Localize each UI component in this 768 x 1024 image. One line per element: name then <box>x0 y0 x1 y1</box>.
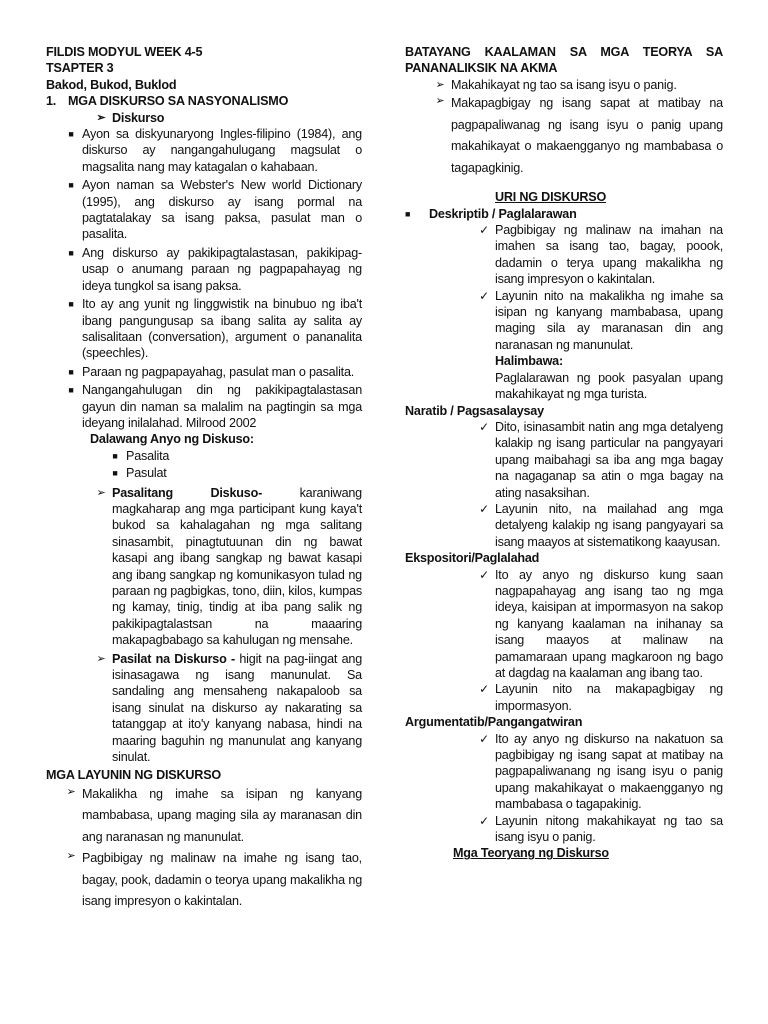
naratib-text: Dito, isinasambit natin ang mga detalyeng kalakip ng isang particular na pangyayari upang maibahagi sa iba ang mga bagay na nagaganap sa atin o mga bagay na ating nasaksihan. <box>495 419 723 500</box>
square-bullet-icon: ■ <box>68 247 74 258</box>
arrow-bullet-icon: ➢ <box>96 652 106 665</box>
deskriptib-text: Layunin nito na makalikha ng imahe sa isipan ng kanyang mambabasa, upang maging sila ay maranasan din ang naranasan ng manunulat. <box>495 288 723 352</box>
list-item <box>46 126 362 175</box>
argumentatib-heading: Argumentatib/Pangangatwiran <box>405 715 583 730</box>
anyo-text: Pasulat <box>126 466 167 481</box>
section-number: 1. <box>46 94 57 109</box>
list-item <box>46 296 362 362</box>
right-column <box>405 44 723 862</box>
naratib-heading: Naratib / Pagsasalaysay <box>405 403 544 418</box>
list-item <box>405 77 723 93</box>
chapter-subtitle: Bakod, Bukod, Buklod <box>46 77 177 92</box>
module-title: FILDIS MODYUL WEEK 4-5 <box>46 45 203 59</box>
list-item <box>405 501 723 550</box>
pasilat-text: higit na pag-iingat ang isinasagawa ng isang manunulat. Sa sandaling ang mensaheng nakapaloob sa isang sinulat na diskurso ay nakarating sa tatanggap at ito'y kanyang nabasa, hindi na maaring baguhin ng manunulat ang kanyang sinulat. <box>112 651 363 765</box>
pasilat-label: Pasilat na Diskurso - <box>112 651 235 666</box>
batayang-heading: BATAYANG KAALAMAN SA MGA TEORYA SA PANANALIKSIK NA AKMA <box>405 45 723 76</box>
square-bullet-icon: ■ <box>68 385 74 396</box>
arrow-bullet-icon: ➢ <box>435 78 445 91</box>
bullet-text: Nangangahulugan din ng pakikipagtalastasan gayun din naman sa malalim na pagtingin sa mga ideyang inilalahad. Milrood 2002 <box>82 383 362 430</box>
list-item <box>46 784 362 849</box>
checkmark-icon: ✓ <box>479 288 489 303</box>
arrow-bullet-icon: ➢ <box>96 486 106 499</box>
list-item <box>46 848 362 913</box>
list-item <box>405 813 723 846</box>
bullet-text: Paraan ng pagpapayahag, pasulat man o pasalita. <box>82 364 355 379</box>
list-item <box>46 177 362 243</box>
checkmark-icon: ✓ <box>479 682 489 697</box>
left-column <box>46 44 362 913</box>
ekspositori-heading: Ekspositori/Paglalahad <box>405 551 540 566</box>
chapter-title: TSAPTER 3 <box>46 61 114 76</box>
checkmark-icon: ✓ <box>479 501 489 516</box>
checkmark-icon: ✓ <box>479 813 489 828</box>
list-item <box>405 681 723 714</box>
bullet-text: Ito ay ang yunit ng linggwistik na binubuo ng iba't ibang pangungusap sa ibang salita ay salita ay salisalitaan (conversation), argument o pananalita (speechles). <box>82 297 362 361</box>
section-heading-text: MGA DISKURSO SA NASYONALISMO <box>68 94 289 109</box>
layunin-text: Pagbibigay ng malinaw na imahe ng isang tao, bagay, pook, dadamin o teorya upang makalikha ng isang impresyon o kakintalan. <box>82 851 362 909</box>
ekspositori-text: Layunin nito na makapagbigay ng impormasyon. <box>495 682 723 713</box>
naratib-text: Layunin nito, na mailahad ang mga detalyeng kalakip ng isang pangyayari sa isang maayos at sistematikong kaayusan. <box>495 501 723 549</box>
pasalita-text: karaniwang magkaharap ang mga participant kung kaya't bukod sa kahalagahan ng mga salitang sinasambit, pinagtutuunan din ng bawat kasapi ang ibang sangkap ng bawat kasapi ang ibang sangkap ng komunikasyon tulad ng paraan ng pagbigkas, tono, diin, kilos, kumpas ng kamay, tinig, tindig at iba pang salik ng pakikipagtalastsan na maaaring makapagbabago sa kahulugan ng mensahe. <box>112 485 362 648</box>
square-bullet-icon: ■ <box>112 450 118 461</box>
layunin-heading: MGA LAYUNIN NG DISKURSO <box>46 768 221 783</box>
deskriptib-text: Pagbibigay ng malinaw na imahan na imahen sa isang tao, bagay, poook, dadamin o terya upang makalikha ng isang impresyon o kakintalan. <box>495 223 723 287</box>
square-bullet-icon: ■ <box>405 208 411 219</box>
deskriptib-heading-text: Deskriptib / Paglalarawan <box>429 206 577 221</box>
diskurso-heading <box>46 110 362 126</box>
teorya-heading: Mga Teoryang ng Diskurso <box>453 846 609 861</box>
square-bullet-icon: ■ <box>68 180 74 191</box>
checkmark-icon: ✓ <box>479 731 489 746</box>
list-item <box>405 93 723 179</box>
pasilat-block <box>46 651 362 766</box>
bullet-text: Ang diskurso ay pakikipagtalastasan, pakikipag-usap o anumang paraan ng pagpapahayag ng ideya tungkol sa isang paksa. <box>82 245 362 293</box>
halimbawa-heading: Halimbawa: <box>495 354 563 369</box>
arrow-bullet-icon: ➢ <box>66 850 76 863</box>
pasalita-label: Pasalitang Diskuso- <box>112 485 263 500</box>
list-item <box>46 364 362 380</box>
diskurso-heading-text: Diskurso <box>112 110 165 125</box>
checkmark-icon: ✓ <box>479 567 489 582</box>
arrow-bullet-icon: ➢ <box>96 111 106 124</box>
layunin-text: Makalikha ng imahe sa isipan ng kanyang mambabasa, upang maging sila ay maranasan din ang naranasan ng manunulat. <box>82 786 362 844</box>
ekspositori-text: Ito ay anyo ng diskurso kung saan nagpapahayag ang isang tao ng mga ideya, kaisipan at impormasyon na sakop ng kanyang kaalaman na inihanay sa isang maayos at malinaw na pamamaraan upang magkaroon ng bago at dagdag na kaalaman ang ibang tao. <box>495 567 723 680</box>
argumentatib-text: Layunin nitong makahikayat ng tao sa isang isyu o panig. <box>495 813 723 845</box>
anyo-heading: Dalawang Anyo ng Diskuso: <box>90 432 254 447</box>
halimbawa-text: Paglalarawan ng pook pasyalan upang makahikayat ng mga turista. <box>495 370 723 402</box>
section-heading <box>46 93 362 109</box>
list-item <box>405 731 723 813</box>
square-bullet-icon: ■ <box>68 129 74 140</box>
list-item <box>405 567 723 682</box>
uri-heading: URI NG DISKURSO <box>495 190 607 205</box>
list-item <box>46 382 362 431</box>
list-item <box>46 448 362 465</box>
list-item <box>405 419 723 501</box>
list-item <box>405 222 723 288</box>
deskriptib-heading <box>405 206 723 222</box>
batayang-text: Makapagbigay ng isang sapat at matibay na pagpapaliwanag ng isang isyu o panig upang makahikayat o makaengganyo ng mambabasa o tagapagkinig. <box>451 96 723 175</box>
batayang-text: Makahikayat ng tao sa isang isyu o panig. <box>451 77 677 92</box>
bullet-text: Ayon naman sa Webster's New world Dictionary (1995), ang diskurso ay isang pormal na pagtatalakay sa isang paksa, pasulat man o pasalita. <box>82 178 362 242</box>
list-item <box>46 465 362 482</box>
list-item <box>405 288 723 354</box>
list-item <box>46 245 362 294</box>
pasalita-block <box>46 485 362 649</box>
arrow-bullet-icon: ➢ <box>66 785 76 798</box>
checkmark-icon: ✓ <box>479 419 489 434</box>
arrow-bullet-icon: ➢ <box>435 95 445 108</box>
bullet-text: Ayon sa diskyunaryong Ingles-filipino (1984), ang diskurso ay nangangahulugang magsulat o magsalita nang may katagalan o kahabaan. <box>82 127 362 174</box>
argumentatib-text: Ito ay anyo ng diskurso na nakatuon sa pagbibigay ng isang sapat at matibay na pagpapaliwanang ng isang isyu o panig upang makahikayat o makaengganyo ng mambabasa o tagapakinig. <box>495 731 723 812</box>
square-bullet-icon: ■ <box>68 366 74 377</box>
square-bullet-icon: ■ <box>68 299 74 310</box>
square-bullet-icon: ■ <box>112 468 118 479</box>
checkmark-icon: ✓ <box>479 223 489 238</box>
anyo-text: Pasalita <box>126 448 170 463</box>
